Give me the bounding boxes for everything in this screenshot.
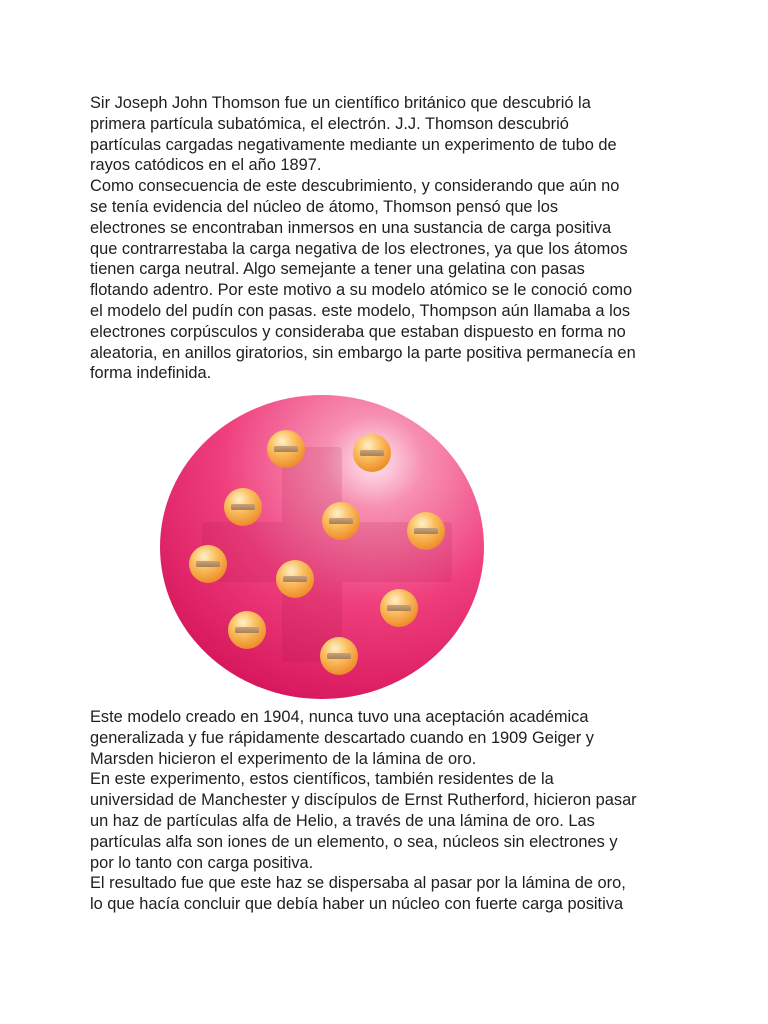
text-line: Como consecuencia de este descubrimiento, y considerando que aún no <box>90 177 620 196</box>
text-line: El resultado fue que este haz se dispersaba al pasar por la lámina de oro, <box>90 874 626 893</box>
electron <box>407 512 445 550</box>
electron <box>320 637 358 675</box>
text-line: se tenía evidencia del núcleo de átomo, Thomson pensó que los <box>90 197 559 216</box>
text-line: electrones se encontraban inmersos en una sustancia de carga positiva <box>90 218 612 237</box>
text-line: tienen carga neutral. Algo semejante a tener una gelatina con pasas <box>90 260 585 279</box>
electron <box>353 434 391 472</box>
thomson-atom-model-illustration <box>160 395 485 700</box>
text-line: el modelo del pudín con pasas. este modelo, Thompson aún llamaba a los <box>90 301 631 320</box>
text-line: Marsden hicieron el experimento de la lámina de oro. <box>90 749 477 768</box>
text-line: por lo tanto con carga positiva. <box>90 853 314 872</box>
electron <box>189 545 227 583</box>
text-line: partículas alfa son iones de un elemento, o sea, núcleos sin electrones y <box>90 832 618 851</box>
top-paragraph <box>90 93 690 384</box>
electron <box>267 430 305 468</box>
text-line: un haz de partículas alfa de Helio, a través de una lámina de oro. Las <box>90 811 595 830</box>
text-line: que contrarrestaba la carga negativa de los electrones, ya que los átomos <box>90 239 628 258</box>
text-line: rayos catódicos en el año 1897. <box>90 156 322 175</box>
text-line: Sir Joseph John Thomson fue un científico británico que descubrió la <box>90 94 591 112</box>
electron <box>380 589 418 627</box>
text-line: generalizada y fue rápidamente descartado cuando en 1909 Geiger y <box>90 728 594 747</box>
electron <box>322 502 360 540</box>
text-line: forma indefinida. <box>90 364 212 383</box>
text-line: universidad de Manchester y discípulos de Ernst Rutherford, hicieron pasar <box>90 791 637 810</box>
text-line: lo que hacía concluir que debía haber un núcleo con fuerte carga positiva <box>90 895 624 914</box>
thomson-atom-model-icon <box>160 395 485 700</box>
text-line: primera partícula subatómica, el electrón. J.J. Thomson descubrió <box>90 114 569 133</box>
electron <box>276 560 314 598</box>
text-line: electrones corpúsculos y consideraba que estaban dispuesto en forma no <box>90 322 626 341</box>
text-line: Este modelo creado en 1904, nunca tuvo una aceptación académica <box>90 708 589 726</box>
text-line: partículas cargadas negativamente mediante un experimento de tubo de <box>90 135 617 154</box>
electron <box>228 611 266 649</box>
text-line: En este experimento, estos científicos, también residentes de la <box>90 770 554 789</box>
text-line: flotando adentro. Por este motivo a su modelo atómico se le conoció como <box>90 281 633 300</box>
electron <box>224 488 262 526</box>
text-line: aleatoria, en anillos giratorios, sin embargo la parte positiva permanecía en <box>90 343 636 362</box>
bottom-paragraph <box>90 707 690 915</box>
